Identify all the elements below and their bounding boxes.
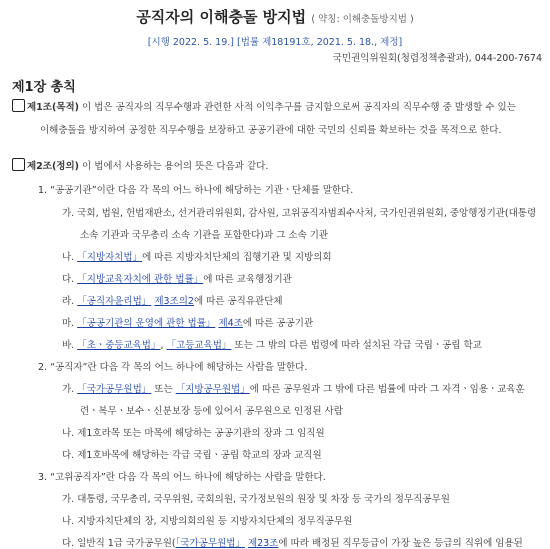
item-2-ga-text: 에 따른 공무원과 그 밖에 다른 법률에 따라 그 자격ㆍ임용ㆍ교육훈 bbox=[249, 384, 525, 395]
law-title-abbrev: ( 약칭: 이해충돌방지법 ) bbox=[311, 14, 414, 25]
item-1-ma-text: 에 따른 공공기관 bbox=[242, 318, 314, 329]
item-1-ba-label: 바. bbox=[62, 340, 78, 351]
item-1-na bbox=[62, 249, 332, 263]
article-2-heading: 제2조(정의) bbox=[27, 161, 80, 172]
item-3-da bbox=[62, 535, 523, 549]
item-3-da-text: 에 따라 배정된 직무등급이 가장 높은 등급의 직위에 임용된 bbox=[278, 538, 523, 549]
item-1-ra bbox=[62, 293, 283, 307]
article-1-checkbox[interactable] bbox=[12, 99, 25, 112]
item-1-da-text: 에 따른 교육행정기관 bbox=[203, 274, 292, 285]
item-1-ma bbox=[62, 315, 313, 329]
item-2-na: 나. 제1호라목 또는 마목에 해당하는 공공기관의 장과 그 임직원 bbox=[62, 428, 325, 439]
public-service-ethics-act-link[interactable]: 「공직자윤리법」 bbox=[77, 296, 152, 307]
item-1-ga-line1: 가. 국회, 법원, 헌법재판소, 선거관리위원회, 감사원, 고위공직자범죄수사처, 국가인권위원회, 중앙행정기관(대통령 bbox=[62, 208, 537, 219]
definition-item-3: 3. “고위공직자”란 다음 각 목의 어느 하나에 해당하는 사람을 말한다. bbox=[38, 472, 326, 483]
law-title-main: 공직자의 이해충돌 방지법 bbox=[136, 8, 307, 26]
public-institutions-act-link[interactable]: 「공공기관의 운영에 관한 법률」 bbox=[77, 318, 216, 329]
article-1-heading: 제1조(목적) bbox=[27, 102, 80, 113]
item-2-ga-line2: 련ㆍ복무ㆍ보수ㆍ신분보장 등에 있어서 공무원으로 인정된 사람 bbox=[80, 406, 343, 417]
article-2-checkbox[interactable] bbox=[12, 158, 25, 171]
article-4-link[interactable]: 제4조 bbox=[218, 318, 243, 329]
chapter-heading: 제1장 총칙 bbox=[12, 80, 76, 95]
item-1-na-label: 나. bbox=[62, 252, 78, 263]
item-1-da-label: 다. bbox=[62, 274, 78, 285]
item-2-ga-label: 가. bbox=[62, 384, 78, 395]
local-autonomy-act-link[interactable]: 「지방자치법」 bbox=[77, 252, 143, 263]
article-2-intro: 이 법에서 사용하는 용어의 뜻은 다음과 같다. bbox=[79, 161, 269, 172]
definition-item-1: 1. “공공기관”이란 다음 각 목의 어느 하나에 해당하는 기관ㆍ단체를 말한다. bbox=[38, 185, 354, 196]
article-1 bbox=[12, 99, 516, 113]
item-1-ba-text: 또는 그 밖의 다른 법령에 따라 설치된 각급 국립ㆍ공립 학교 bbox=[231, 340, 482, 351]
local-public-officials-act-link[interactable]: 「지방공무원법」 bbox=[175, 384, 250, 395]
item-3-na: 나. 지방자치단체의 장, 지방의회의원 등 지방자치단체의 정무직공무원 bbox=[62, 516, 353, 527]
definition-item-2: 2. “공직자”란 다음 각 목의 어느 하나에 해당하는 사람을 말한다. bbox=[38, 362, 308, 373]
department-contact: 국민권익위원회(청렴정책총괄과), 044-200-7674 bbox=[332, 53, 542, 64]
item-1-ga-line2: 소속 기관과 국무총리 소속 기관을 포함한다)과 그 소속 기관 bbox=[80, 230, 329, 241]
higher-education-act-link[interactable]: 「고등교육법」 bbox=[166, 340, 232, 351]
item-1-ra-text: 에 따른 공직유관단체 bbox=[193, 296, 283, 307]
local-education-autonomy-act-link[interactable]: 「지방교육자치에 관한 법률」 bbox=[77, 274, 204, 285]
item-1-ra-label: 라. bbox=[62, 296, 78, 307]
national-public-officials-act-link[interactable]: 「국가공무원법」 bbox=[77, 384, 152, 395]
national-public-officials-act-link-2[interactable]: 「국가공무원법」 bbox=[175, 538, 245, 549]
item-1-ba bbox=[62, 337, 482, 351]
article-2 bbox=[12, 158, 268, 172]
item-2-ga-or: 또는 bbox=[151, 384, 176, 395]
article-23-link[interactable]: 제23조 bbox=[247, 538, 279, 549]
item-2-ga bbox=[62, 381, 525, 395]
elementary-secondary-education-act-link[interactable]: 「초ㆍ중등교육법」 bbox=[77, 340, 161, 351]
article-3-2-link[interactable]: 제3조의2 bbox=[154, 296, 194, 307]
article-1-text-line2: 이해충돌을 방지하여 공정한 직무수행을 보장하고 공공기관에 대한 국민의 신뢰를 확보하는 것을 목적으로 한다. bbox=[40, 125, 502, 136]
item-1-da bbox=[62, 271, 292, 285]
item-3-ga: 가. 대통령, 국무총리, 국무위원, 국회의원, 국가정보원의 원장 및 차장 등 국가의 정무직공무원 bbox=[62, 494, 450, 505]
item-2-da: 다. 제1호바목에 해당하는 각급 국립ㆍ공립 학교의 장과 교직원 bbox=[62, 450, 322, 461]
article-1-text-line1: 이 법은 공직자의 직무수행과 관련한 사적 이익추구를 금지함으로써 공직자의 직무수행 중 발생할 수 있는 bbox=[79, 102, 516, 113]
item-1-ba-separator: , bbox=[160, 340, 167, 351]
item-1-na-text: 에 따른 지방자치단체의 집행기관 및 지방의회 bbox=[142, 252, 332, 263]
item-3-da-label: 다. 일반직 1급 국가공무원( bbox=[62, 538, 176, 549]
item-1-ma-label: 마. bbox=[62, 318, 78, 329]
law-title bbox=[0, 6, 550, 27]
enforcement-info: [시행 2022. 5. 19.] [법률 제18191호, 2021. 5. 18., 제정] bbox=[147, 37, 403, 48]
